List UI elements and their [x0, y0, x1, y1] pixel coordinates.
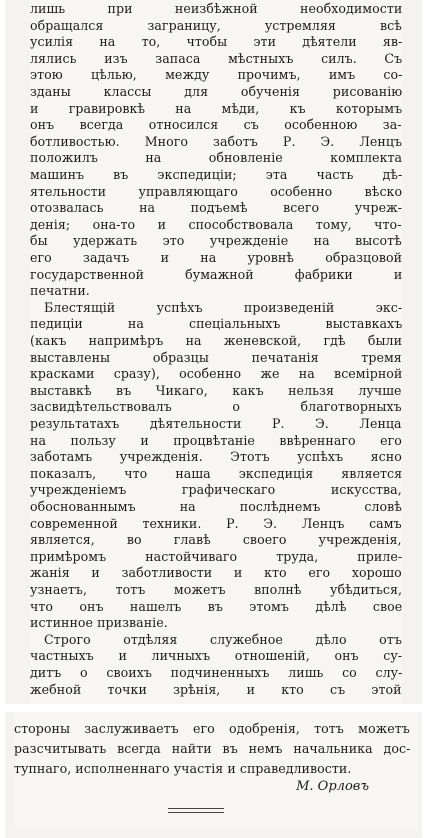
text-line: частныхъ и личныхъ отношеній, онъ су-	[30, 648, 403, 664]
text-line: выставкѣ въ Чикаго, какъ нельзя лучше	[30, 382, 402, 398]
text-line: положилъ на обновленіе комплекта	[30, 150, 403, 166]
text-line: тупнаго, исполненнаго участія и справедливости.	[14, 761, 352, 776]
text-line: его задачъ и на уровнѣ образцовой	[30, 250, 403, 265]
text-line: (какъ напримѣръ на женевской, гдѣ были	[30, 333, 403, 348]
text-line: узнаетъ, тотъ можетъ вполнѣ убѣдиться,	[30, 582, 403, 597]
text-line: примѣромъ настойчиваго труда, прилe-	[30, 548, 403, 564]
text-line: зданы классы для обученія рисованію	[30, 84, 403, 99]
text-line: отозвалась на подъемѣ всего учреж-	[30, 200, 403, 216]
text-line: что онъ нашелъ въ этомъ дѣлѣ свое	[30, 598, 403, 614]
text-line: педиціи на спеціальныхъ выставкахъ	[30, 316, 403, 332]
text-line: лишь при неизбѣжной необходимости	[30, 1, 403, 16]
text-line: засвидѣтельствовалъ о благотворныхъ	[30, 399, 402, 415]
double-rule-divider	[168, 808, 224, 813]
text-line: обращался заграницу, устремляя всѣ	[30, 17, 402, 33]
text-column-top	[30, 0, 402, 704]
text-line: заботамъ учрежденія. Этотъ успѣхъ ясно	[30, 449, 402, 465]
text-line: выставлены образцы печатанія тремя	[30, 349, 402, 365]
text-line: лялись изъ запаса мѣстныхъ силъ. Съ	[30, 50, 403, 66]
text-line: этою цѣлью, между прочимъ, имъ со-	[30, 67, 403, 83]
text-line: усилія на то, чтобы эти дѣятели яв-	[30, 34, 403, 50]
text-line: ятельности управляющаго особенно вѣско	[30, 183, 403, 199]
text-line: разсчитывать всегда найти въ немъ начальника дос-	[14, 741, 411, 756]
text-line: красками сразу), особенно же на всемірной	[30, 366, 403, 382]
text-line: машинъ въ экспедиціи; эта часть дѣ-	[30, 167, 403, 182]
column-gap	[5, 704, 422, 712]
text-line: онъ всегда относился съ особенною за-	[30, 117, 402, 133]
text-line: ботливостью. Много заботъ Р. Э. Ленцъ	[30, 133, 403, 149]
text-line: современной техники. Р. Э. Ленцъ самъ	[30, 515, 402, 531]
text-line: жанія и заботливости и кто его хорошо	[30, 565, 402, 581]
text-line: является, во главѣ своего учрежденія,	[30, 532, 402, 548]
text-line: обоснованнымъ на послѣднемъ словѣ	[30, 499, 402, 514]
text-line: и гравировкѣ на мѣди, къ которымъ	[30, 100, 403, 116]
text-line: на пользу и процвѣтаніе ввѣреннаго его	[30, 432, 402, 448]
author-signature: М. Орловъ	[296, 779, 369, 794]
text-line: результатахъ дѣятельности Р. Э. Ленца	[30, 416, 402, 431]
text-line: бы удержать это учрежденіе на высотѣ	[30, 233, 402, 249]
text-line: денія; она-то и способствовала тому, что-	[30, 216, 402, 232]
text-line: учрежденіемъ графическаго искусства,	[30, 482, 402, 498]
text-line: дитъ о своихъ подчиненныхъ лишь со слу-	[30, 665, 403, 680]
text-line: Строго отдѣляя служебное дѣло отъ	[44, 631, 402, 647]
text-line: показалъ, что наша экспедиція является	[30, 465, 403, 481]
text-line: государственной бумажной фабрики и	[30, 266, 403, 282]
text-line: Блестящій успѣхъ произведеній экс-	[44, 299, 403, 315]
text-line: стороны заслуживаетъ его одобренія, тотъ можетъ	[14, 721, 410, 736]
text-line: истинное призваніе.	[30, 615, 168, 631]
text-line: жебной точки зрѣнія, и кто съ этой	[30, 681, 402, 697]
text-line: печатни.	[30, 283, 90, 299]
